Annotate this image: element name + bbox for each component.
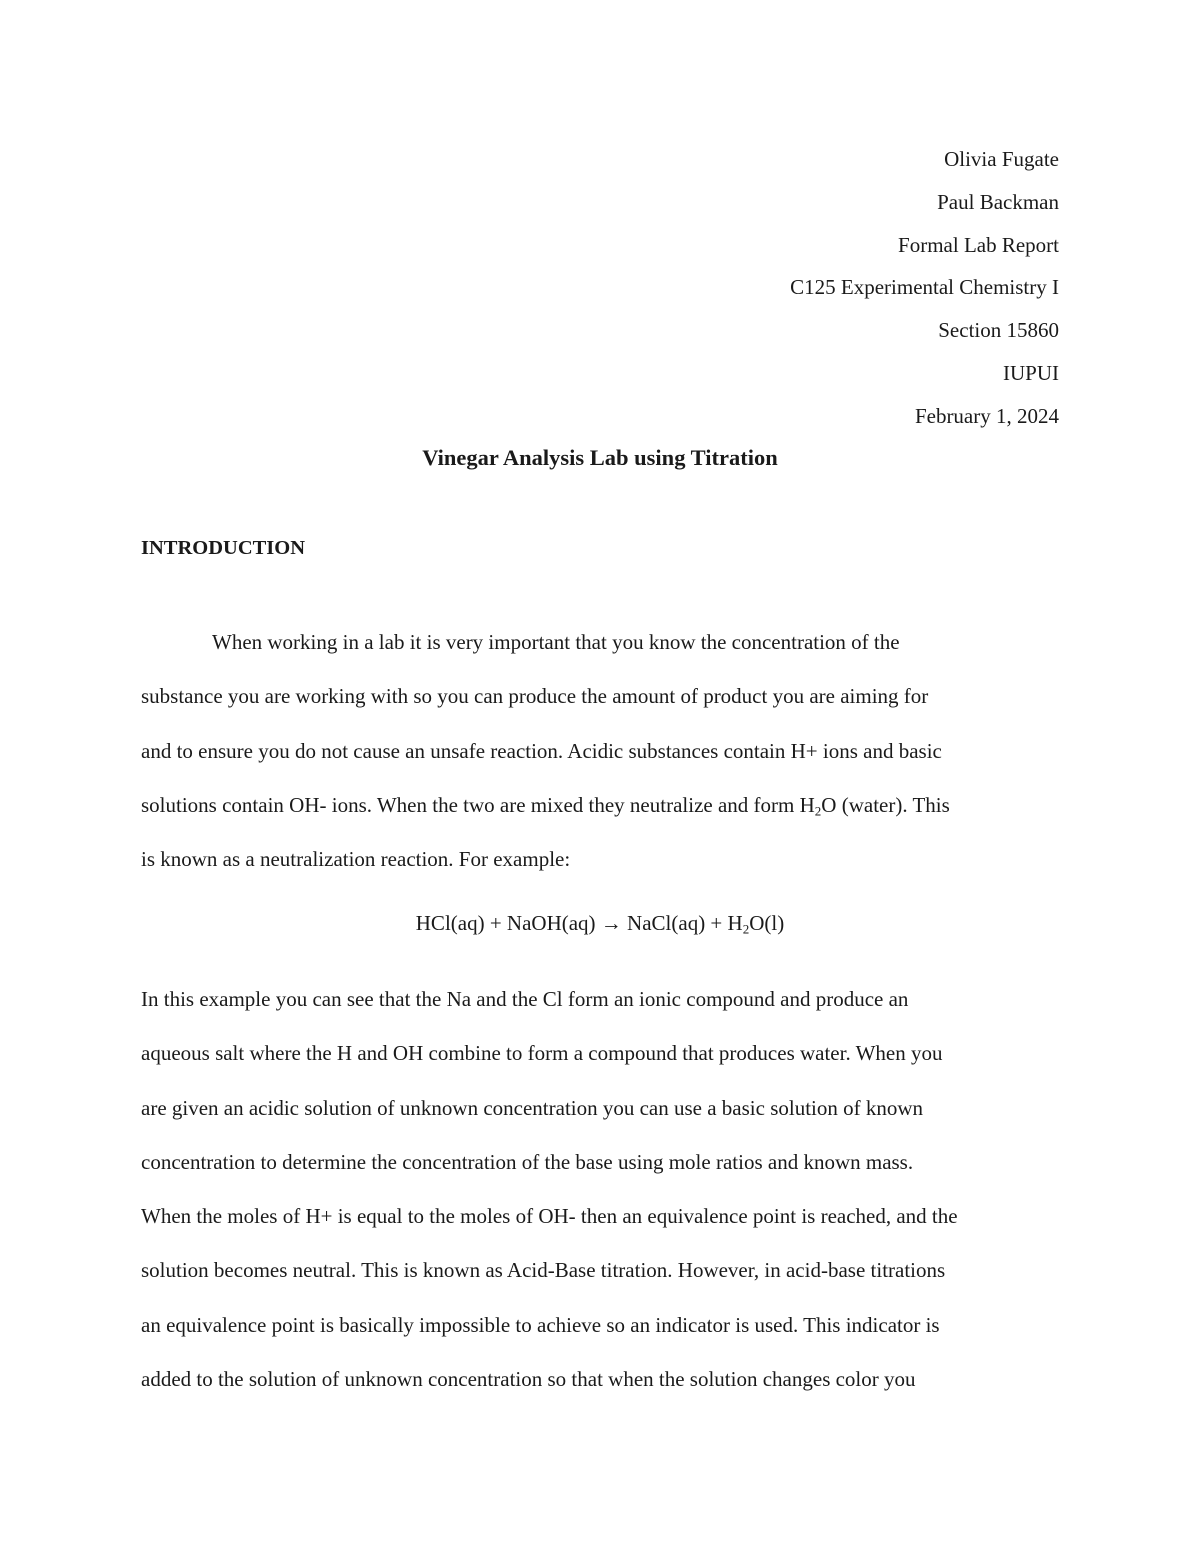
introduction-paragraph-1 [141,615,1066,886]
header-institution: IUPUI [1003,360,1059,385]
paragraph-line: In this example you can see that the Na and the Cl form an ionic compound and produce an [141,987,909,1011]
paragraph-line: solution becomes neutral. This is known as Acid-Base titration. However, in acid-base titrations [141,1258,946,1283]
introduction-paragraph-2 [141,972,1066,1406]
paragraph-line: is known as a neutralization reaction. For example: [141,847,571,872]
header-author-name: Olivia Fugate [944,147,1059,171]
paragraph-line: substance you are working with so you can produce the amount of product you are aiming for [141,684,929,709]
paragraph-line: are given an acidic solution of unknown concentration you can use a basic solution of known [141,1095,924,1120]
paragraph-line: When working in a lab it is very important that you know the concentration of the [212,630,900,654]
paragraph-line: and to ensure you do not cause an unsafe reaction. Acidic substances contain H+ ions and basic [141,738,942,763]
document-title: Vinegar Analysis Lab using Titration [422,445,778,470]
section-heading-introduction: INTRODUCTION [141,537,306,559]
paragraph-line: When the moles of H+ is equal to the moles of OH- then an equivalence point is reached, and the [141,1204,958,1229]
subscript: 2 [742,921,750,937]
header-report-type: Formal Lab Report [898,232,1059,257]
subscript: 2 [814,803,822,819]
header-date: February 1, 2024 [914,403,1059,428]
equation-text: HCl(aq) + NaOH(aq) → NaCl(aq) + H [415,911,743,935]
author-header [790,138,1059,438]
paragraph-line: aqueous salt where the H and OH combine to form a compound that produces water. When you [141,1041,943,1066]
header-section-number: Section 15860 [938,318,1059,343]
paragraph-line [141,778,1066,832]
paragraph-line: concentration to determine the concentration of the base using mole ratios and known mass. [141,1149,914,1174]
paragraph-line: an equivalence point is basically impossible to achieve so an indicator is used. This indicator is [141,1312,940,1337]
paragraph-line: added to the solution of unknown concentration so that when the solution changes color you [141,1367,916,1392]
text-run: solutions contain OH- ions. When the two are mixed they neutralize and form H [141,792,815,817]
header-instructor-name: Paul Backman [937,189,1059,214]
equation-text: O(l) [749,911,785,935]
text-run: O (water). This [821,792,950,817]
neutralization-equation [0,903,1200,943]
header-course-name: C125 Experimental Chemistry I [790,275,1059,300]
